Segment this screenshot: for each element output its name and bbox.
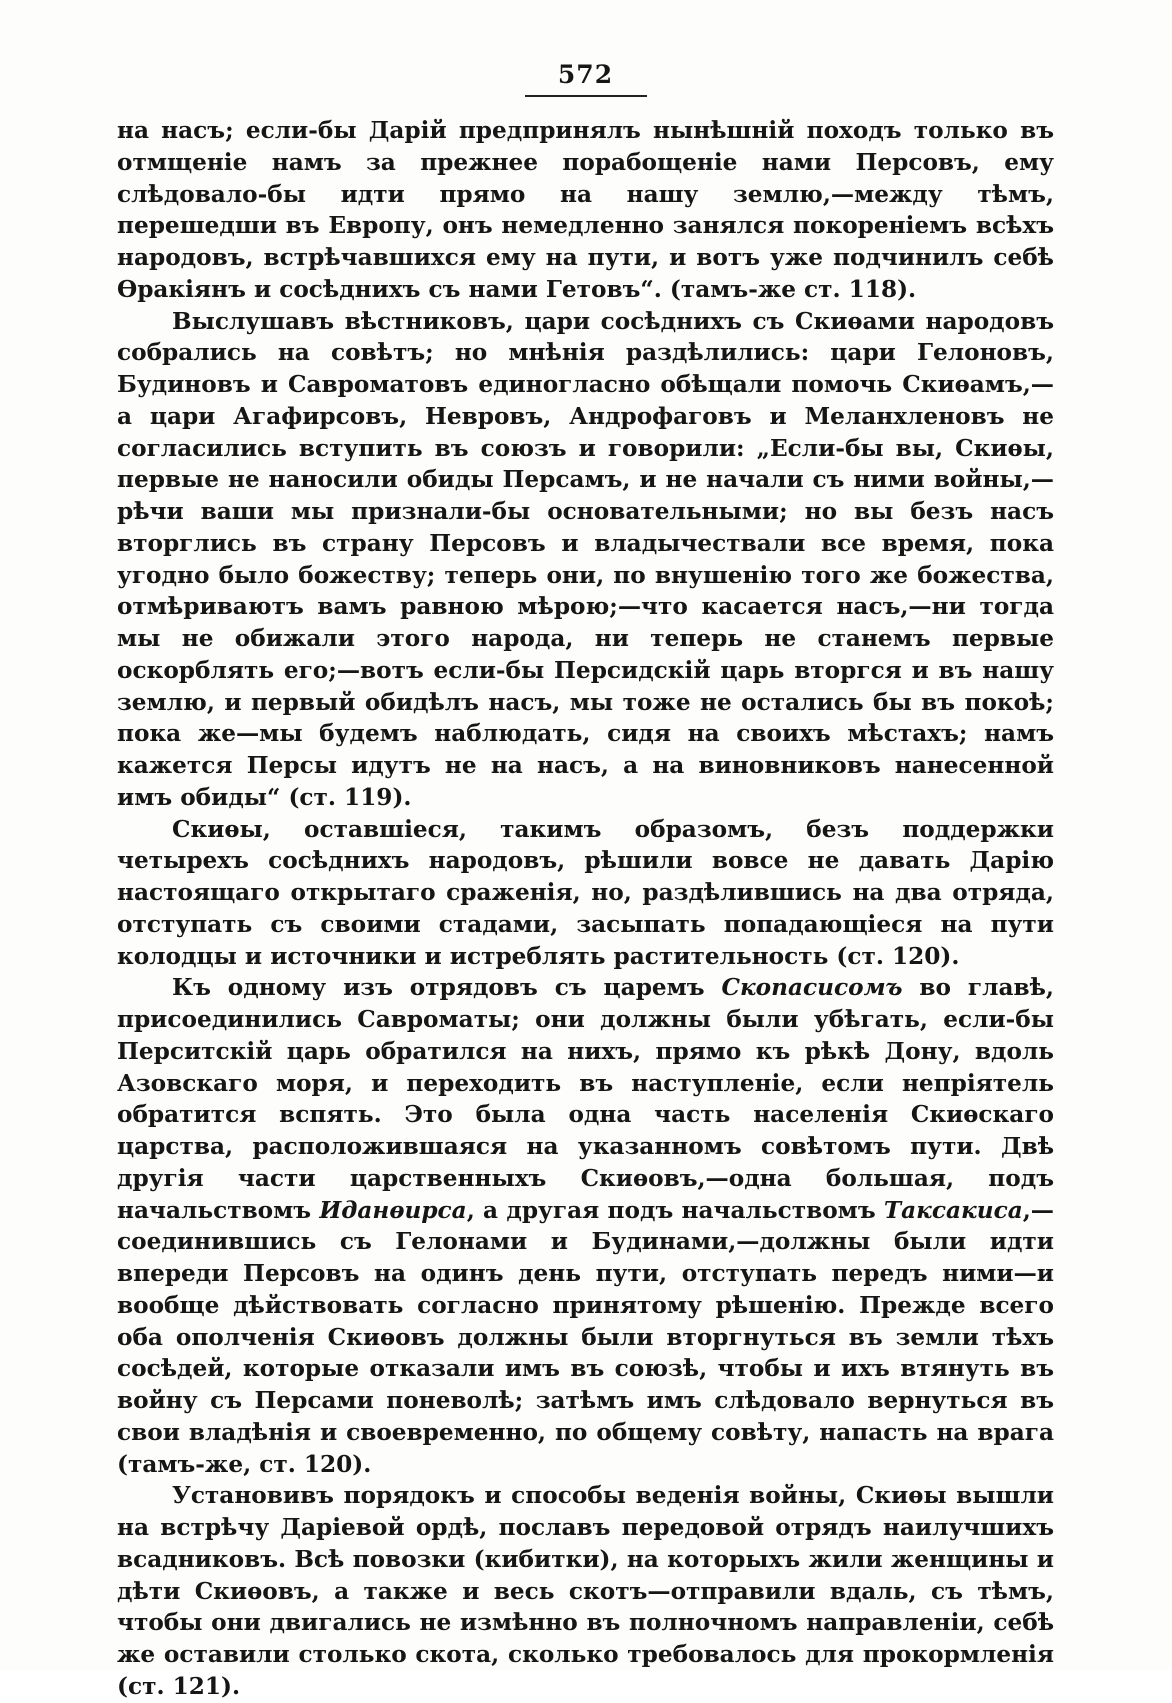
paragraph-2: Выслушавъ вѣстниковъ, цари сосѣднихъ съ Скиѳами народовъ собрались на совѣтъ; но мнѣнія раздѣлились: цари Гелоновъ, Будиновъ и Савроматовъ единогласно обѣщали помочь Скиѳамъ,—а цари Агафирсовъ, Невровъ, Андрофаговъ и Меланхленовъ не согласились вступить въ союзъ и говорили: „Если-бы вы, Скиѳы, первые не наносили обиды Персамъ, и не начали съ ними войны,—рѣчи ваши мы признали-бы основательными; но вы безъ насъ вторглись въ страну Персовъ и владычествали все время, пока угодно было божеству; теперь они, по внушенію того же божества, отмѣриваютъ вамъ равною мѣрою;—что касается насъ,—ни тогда мы не обижали этого народа, ни теперь не станемъ первые оскорблять его;—вотъ если-бы Персидскій царь вторгся и въ нашу землю, и первый обидѣлъ насъ, мы тоже не остались бы въ покоѣ; пока же—мы будемъ наблюдать, сидя на своихъ мѣстахъ; намъ кажется Персы идутъ не на насъ, а на виновниковъ нанесенной имъ обиды“ (ст. 119).: [117, 307, 1054, 811]
page-body: [117, 115, 1054, 1703]
paragraph-3: Скиѳы, оставшіеся, такимъ образомъ, безъ поддержки четырехъ сосѣднихъ народовъ, рѣшили вовсе не давать Дарію настоящаго открытаго сраженія, но, раздѣлившись на два отряда, отступать съ своими стадами, засыпать попадающіеся на пути колодцы и источники и истреблять растительность (ст. 120).: [117, 815, 1054, 970]
paragraph-4-text-g: ,—соединившись съ Гелонами и Будинами,—должны были идти впереди Персовъ на одинъ день пути, отступать передъ ними—и вообще дѣйствовать согласно принятому рѣшенію. Прежде всего оба ополченія Скиѳовъ должны были вторгнуться въ земли тѣхъ сосѣдей, которые отказали имъ въ союзѣ, чтобы и ихъ втянуть въ войну съ Персами поневолѣ; затѣмъ имъ слѣдовало вернуться въ свои владѣнія и своевременно, по общему совѣту, напасть на врага (тамъ-же, ст. 120).: [117, 1196, 1054, 1478]
paragraph-5: Установивъ порядокъ и способы веденія войны, Скиѳы вышли на встрѣчу Даріевой ордѣ, пославъ передовой отрядъ наилучшихъ всадниковъ. Всѣ повозки (кибитки), на которыхъ жили женщины и дѣти Скиѳовъ, а также и весь скотъ—отправили вдаль, съ тѣмъ, чтобы они двигались не измѣнно въ полночномъ направленіи, себѣ же оставили столько скота, сколько требовалось для прокормленія (ст. 121).: [117, 1482, 1054, 1700]
header-rule: [525, 95, 647, 97]
name-taxakis: Таксакиса: [883, 1196, 1023, 1224]
paragraph-4: [117, 972, 1054, 1480]
paragraph-1: на насъ; если-бы Дарій предпринялъ нынѣшній походъ только въ отмщеніе намъ за прежнее порабощеніе нами Персовъ, ему слѣдовало-бы идти прямо на нашу землю,—между тѣмъ, перешедши въ Европу, онъ немедленно занялся покореніемъ всѣхъ народовъ, встрѣчавшихся ему на пути, и вотъ уже подчинилъ себѣ Ѳракіянъ и сосѣднихъ съ нами Гетовъ“. (тамъ-же ст. 118).: [117, 117, 1054, 303]
name-skopasis: Скопасисомъ: [721, 974, 903, 1002]
paragraph-4-text-c: во главѣ, присоединились Савроматы; они должны были убѣгать, если-бы Перситскій царь обратился на нихъ, прямо къ рѣкѣ Дону, вдоль Азовскаго моря, и переходить въ наступленіе, если непріятель обратится вспять. Это была одна часть населенія Скиѳскаго царства, расположившаяся на указанномъ совѣтомъ пути. Двѣ другія части царственныхъ Скиѳовъ,—одна большая, подъ начальствомъ: [117, 974, 1054, 1224]
name-idanthyrsus: Иданѳирса: [319, 1196, 467, 1224]
paragraph-4-text-e: , а другая подъ начальствомъ: [466, 1196, 884, 1224]
paragraph-4-text-a: Къ одному изъ отрядовъ съ царемъ: [172, 974, 722, 1002]
page-number: 572: [557, 60, 614, 89]
